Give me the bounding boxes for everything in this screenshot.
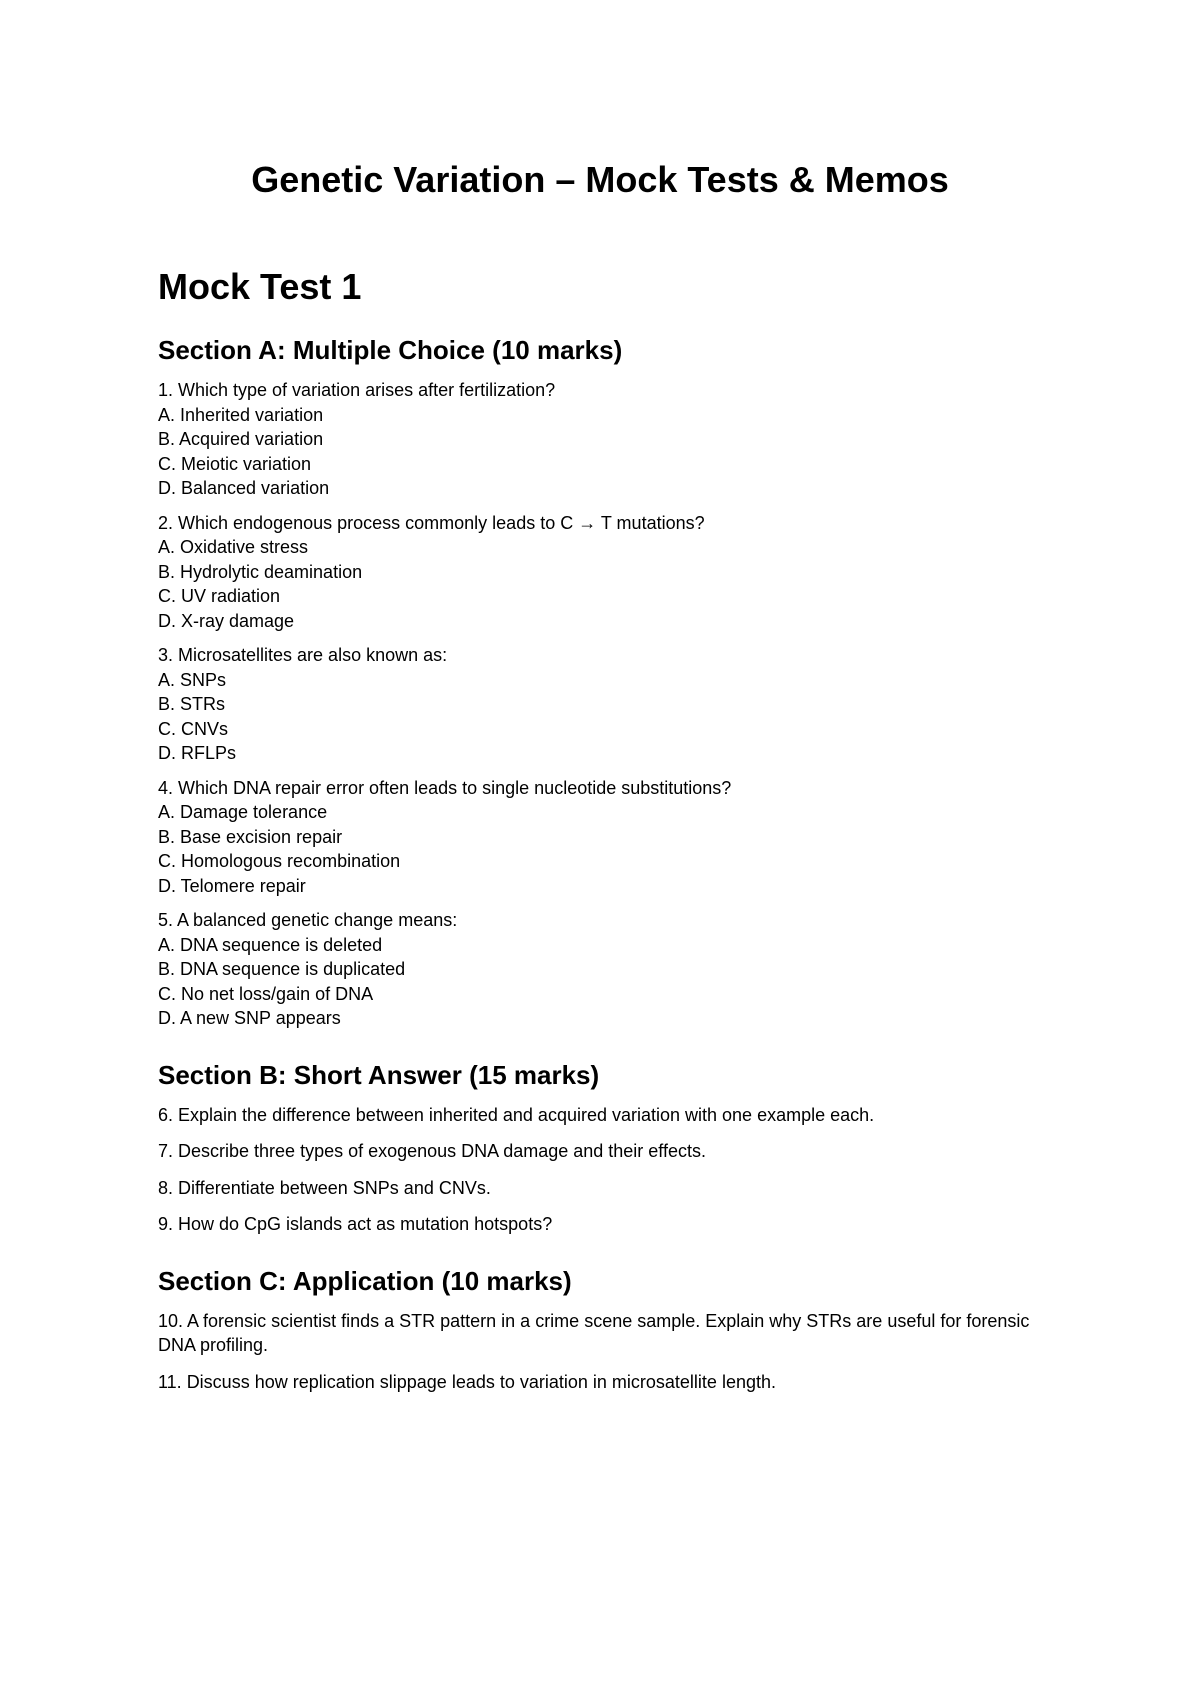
answer-option: A. Oxidative stress — [158, 537, 309, 557]
section-b — [158, 1059, 1058, 1237]
mcq-question — [158, 908, 1058, 1031]
answer-option: B. Base excision repair — [158, 826, 343, 847]
answer-option: C. No net loss/gain of DNA — [158, 983, 374, 1004]
answer-option: C. CNVs — [158, 718, 229, 739]
short-answer-question: 8. Differentiate between SNPs and CNVs. — [158, 1177, 491, 1198]
application-question: 10. A forensic scientist finds a STR pattern in a crime scene sample. Explain why STRs are useful for forensic DNA profiling. — [158, 1310, 1030, 1355]
answer-option: D. RFLPs — [158, 743, 237, 763]
answer-option: B. Hydrolytic deamination — [158, 561, 363, 582]
answer-option: C. Homologous recombination — [158, 851, 401, 871]
question-text: 2. Which endogenous process commonly leads to C → T mutations? — [158, 512, 705, 533]
section-c-heading: Section C: Application (10 marks) — [158, 1265, 572, 1296]
answer-option: B. Acquired variation — [158, 429, 324, 449]
section-b-heading: Section B: Short Answer (15 marks) — [158, 1059, 600, 1090]
answer-option: C. Meiotic variation — [158, 453, 312, 474]
answer-option: B. DNA sequence is duplicated — [158, 959, 406, 979]
answer-option: A. DNA sequence is deleted — [158, 934, 383, 955]
question-text: 3. Microsatellites are also known as: — [158, 645, 448, 665]
test-content — [158, 334, 1058, 1422]
answer-option: D. Balanced variation — [158, 478, 330, 498]
section-a-heading: Section A: Multiple Choice (10 marks) — [158, 335, 623, 365]
mcq-question — [158, 776, 1058, 899]
mcq-question — [158, 511, 1058, 634]
answer-option: A. Inherited variation — [158, 404, 324, 425]
answer-option: D. A new SNP appears — [158, 1008, 341, 1028]
answer-option: B. STRs — [158, 694, 226, 714]
answer-option: A. Damage tolerance — [158, 802, 328, 822]
section-c — [158, 1265, 1058, 1395]
answer-option: A. SNPs — [158, 669, 227, 690]
question-text: 5. A balanced genetic change means: — [158, 910, 458, 930]
test-title: Mock Test 1 — [158, 266, 362, 307]
short-answer-question: 6. Explain the difference between inherited and acquired variation with one example each. — [158, 1104, 875, 1125]
document-title: Genetic Variation – Mock Tests & Memos — [251, 159, 949, 200]
answer-option: D. Telomere repair — [158, 875, 306, 896]
short-answer-question: 7. Describe three types of exogenous DNA damage and their effects. — [158, 1141, 706, 1161]
answer-option: D. X-ray damage — [158, 610, 295, 631]
mcq-question — [158, 643, 1058, 766]
section-a — [158, 334, 1058, 1031]
application-question: 11. Discuss how replication slippage leads to variation in microsatellite length. — [158, 1371, 776, 1392]
answer-option: C. UV radiation — [158, 586, 281, 606]
short-answer-question: 9. How do CpG islands act as mutation hotspots? — [158, 1214, 553, 1234]
question-text: 4. Which DNA repair error often leads to single nucleotide substitutions? — [158, 777, 732, 798]
mcq-question — [158, 378, 1058, 501]
question-text: 1. Which type of variation arises after fertilization? — [158, 380, 556, 400]
